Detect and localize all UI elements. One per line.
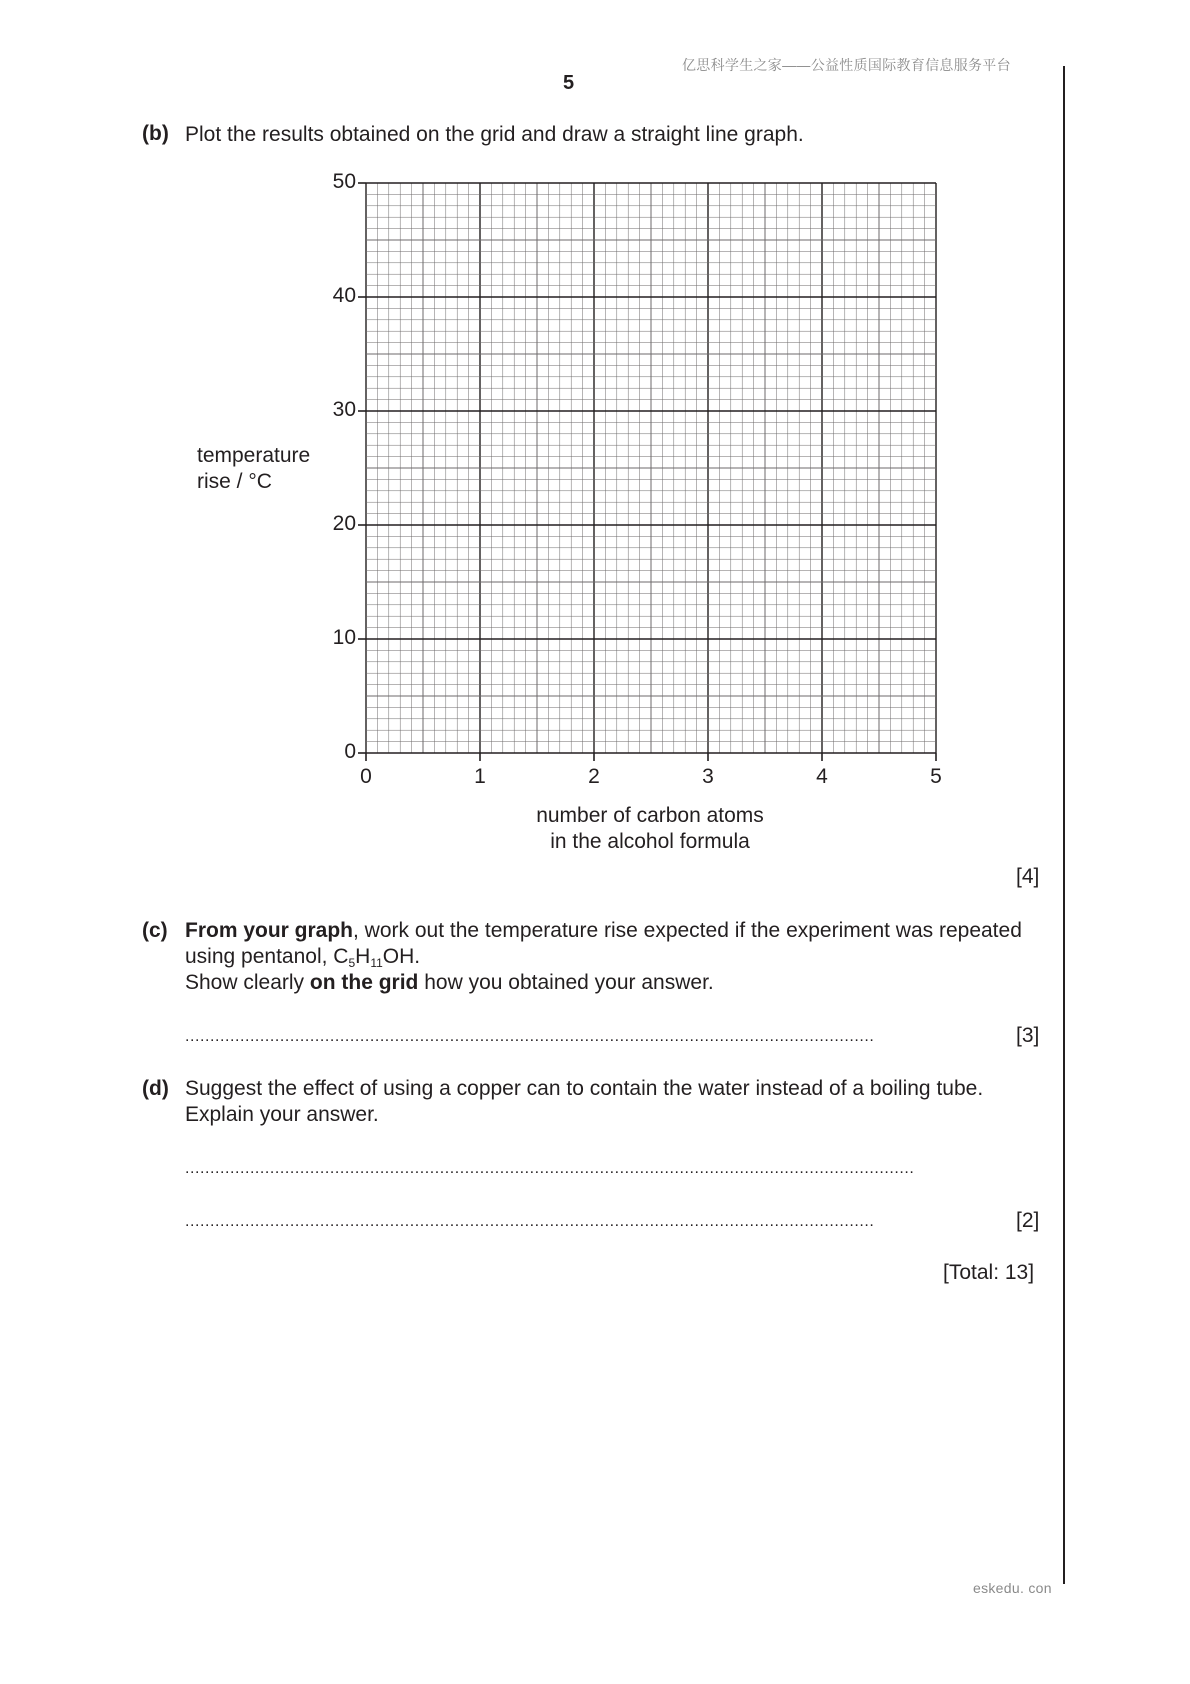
- y-axis-label-line2: rise / °C: [197, 470, 272, 493]
- header-watermark: 亿思科学生之家——公益性质国际教育信息服务平台: [682, 57, 1011, 73]
- footer-watermark: eskedu. con: [973, 1580, 1052, 1596]
- y-tick-label: 0: [344, 740, 356, 763]
- question-c-line3-bold: on the grid: [309, 971, 419, 994]
- axis-ticks: [358, 183, 936, 761]
- grid-lines: [366, 183, 936, 753]
- x-axis-label-line2: in the alcohol formula: [550, 830, 750, 853]
- question-c-label: (c): [142, 919, 168, 942]
- x-tick-label: 0: [360, 765, 372, 788]
- y-tick-label: 30: [332, 398, 356, 421]
- question-c-line1: , work out the temperature rise expected if the experiment was repeated: [353, 919, 1022, 942]
- x-axis-label: [500, 803, 800, 855]
- question-c-answer-line[interactable]: ..........................................................................................................................................: [185, 1028, 875, 1045]
- question-c-line2-prefix: using pentanol, C: [185, 945, 349, 968]
- y-axis-label-line1: temperature: [197, 444, 311, 467]
- question-d-answer-line-1[interactable]: ..................................................................................................................................................: [185, 1160, 915, 1177]
- question-b-label: (b): [142, 122, 169, 145]
- question-c-line2-suffix: OH.: [382, 945, 421, 968]
- x-tick-label: 3: [702, 765, 714, 788]
- question-d-line1: Suggest the effect of using a copper can to contain the water instead of a boiling tube.: [185, 1077, 984, 1100]
- y-tick-label: 10: [332, 626, 356, 649]
- question-c-marks: [3]: [1016, 1024, 1040, 1047]
- x-tick-label: 5: [930, 765, 942, 788]
- y-tick-label: 20: [332, 512, 356, 535]
- y-tick-label: 40: [332, 284, 356, 307]
- question-d-line2: Explain your answer.: [185, 1103, 379, 1126]
- question-c-line3-suffix: how you obtained your answer.: [418, 971, 714, 994]
- question-d-text: [185, 1076, 1045, 1128]
- formula-sub-11: 11: [370, 956, 383, 970]
- question-d-marks: [2]: [1016, 1209, 1040, 1232]
- formula-sub-5: 5: [348, 956, 356, 970]
- y-tick-label: 50: [332, 170, 356, 193]
- question-b-text: Plot the results obtained on the grid and draw a straight line graph.: [185, 123, 804, 146]
- question-d-answer-line-2[interactable]: ..........................................................................................................................................: [185, 1213, 875, 1230]
- page-number: 5: [563, 72, 575, 94]
- question-c-text: [185, 918, 1045, 996]
- x-axis-label-line1: number of carbon atoms: [536, 804, 764, 827]
- question-b-marks: [4]: [1016, 865, 1040, 888]
- question-c-line3-prefix: Show clearly: [185, 971, 310, 994]
- formula-h: H: [355, 945, 371, 968]
- x-tick-label: 1: [474, 765, 486, 788]
- question-c-bold-lead: From your graph: [185, 919, 354, 942]
- question-d-label: (d): [142, 1077, 169, 1100]
- x-tick-label: 2: [588, 765, 600, 788]
- total-marks: [Total: 13]: [943, 1261, 1035, 1284]
- x-tick-label: 4: [816, 765, 828, 788]
